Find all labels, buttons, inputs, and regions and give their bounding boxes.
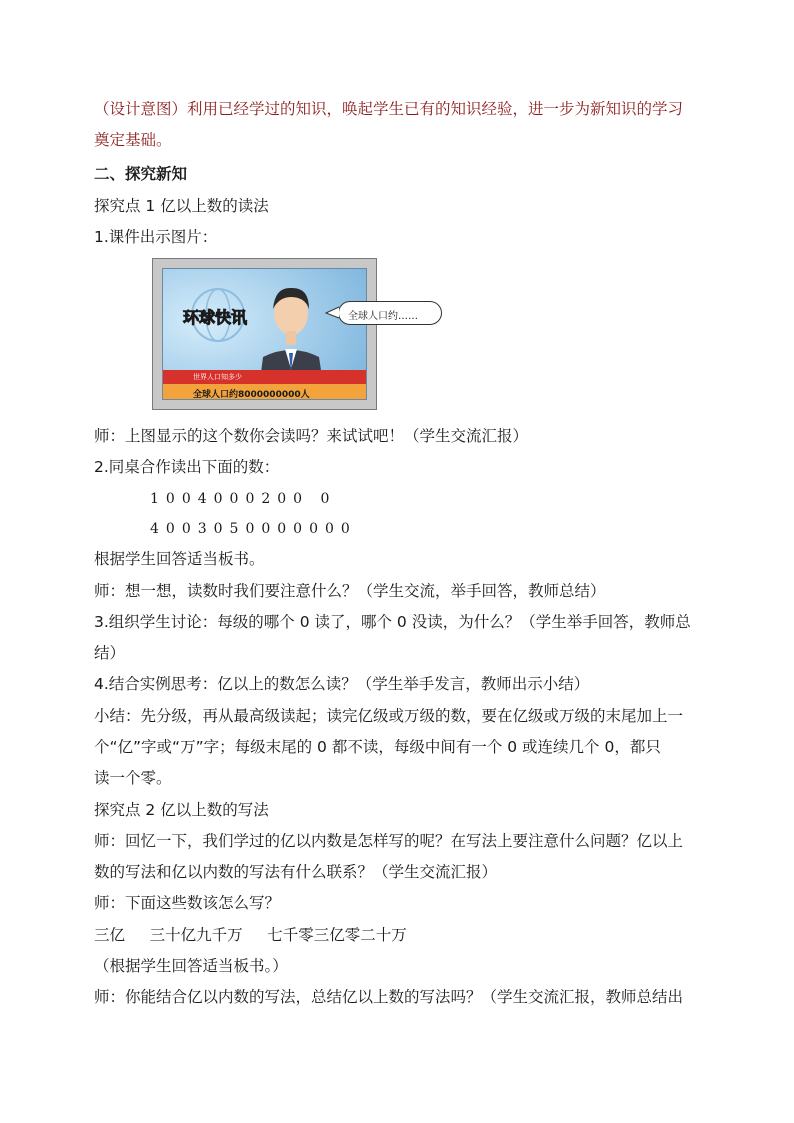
exploration-point-2: 探究点 2 亿以上数的写法	[94, 801, 269, 819]
teacher-question-2: 师：想一想，读数时我们要注意什么？（学生交流，举手回答，教师总结）	[94, 582, 606, 600]
number-2: 4003050000000	[150, 521, 357, 537]
teacher-question-3b: 数的写法和亿以内数的写法有什么联系？（学生交流汇报）	[94, 863, 498, 881]
teacher-question-4: 师：下面这些数该怎么写？	[94, 894, 281, 912]
number-words: 三亿 三十亿九千万 七千零三亿零二十万	[94, 926, 407, 944]
step-4: 4.结合实例思考：亿以上的数怎么读？（学生举手发言，教师出示小结）	[94, 675, 590, 693]
tv-screen	[162, 268, 367, 400]
speech-bubble	[338, 301, 442, 325]
exploration-point-1: 探究点 1 亿以上数的读法	[94, 197, 269, 215]
summary-line2: 个“亿”字或“万”字；每级末尾的 0 都不读，每级中间有一个 0 或连续几个 0，都只	[94, 738, 661, 756]
speech-tail	[325, 306, 341, 320]
step-1: 1.课件出示图片：	[94, 228, 218, 246]
teacher-question-5: 师：你能结合亿以内数的写法，总结亿以上数的写法吗？（学生交流汇报，教师总结出	[94, 988, 684, 1006]
design-intent-line2: 奠定基础。	[94, 131, 172, 149]
banner-bottom-text: 全球人口约8000000000人	[193, 390, 310, 400]
design-intent-line1: （设计意图）利用已经学过的知识，唤起学生已有的知识经验，进一步为新知识的学习	[94, 100, 684, 118]
section-title: 二、探究新知	[94, 165, 188, 183]
step-2: 2.同桌合作读出下面的数：	[94, 458, 280, 476]
news-logo: 环球快讯	[183, 308, 248, 327]
board-note-1: 根据学生回答适当板书。	[94, 550, 265, 568]
board-note-2: （根据学生回答适当板书。）	[94, 957, 288, 975]
number-1: 1004000200 0	[150, 491, 337, 507]
step-3: 3.组织学生讨论：每级的哪个 0 读了，哪个 0 没读，为什么？（学生举手回答，教师总	[94, 613, 691, 631]
news-screen-illustration	[152, 258, 377, 410]
summary-line3: 读一个零。	[94, 769, 172, 787]
speech-text: 全球人口约……	[348, 311, 418, 322]
banner-top-text: 世界人口知多少	[193, 373, 242, 381]
teacher-question-1: 师：上图显示的这个数你会读吗？来试试吧！（学生交流汇报）	[94, 427, 529, 445]
step-3-cont: 结）	[94, 644, 126, 662]
summary-line1: 小结：先分级，再从最高级读起；读完亿级或万级的数，要在亿级或万级的末尾加上一	[94, 707, 684, 725]
teacher-question-3a: 师：回忆一下，我们学过的亿以内数是怎样写的呢？在写法上要注意什么问题？亿以上	[94, 832, 684, 850]
